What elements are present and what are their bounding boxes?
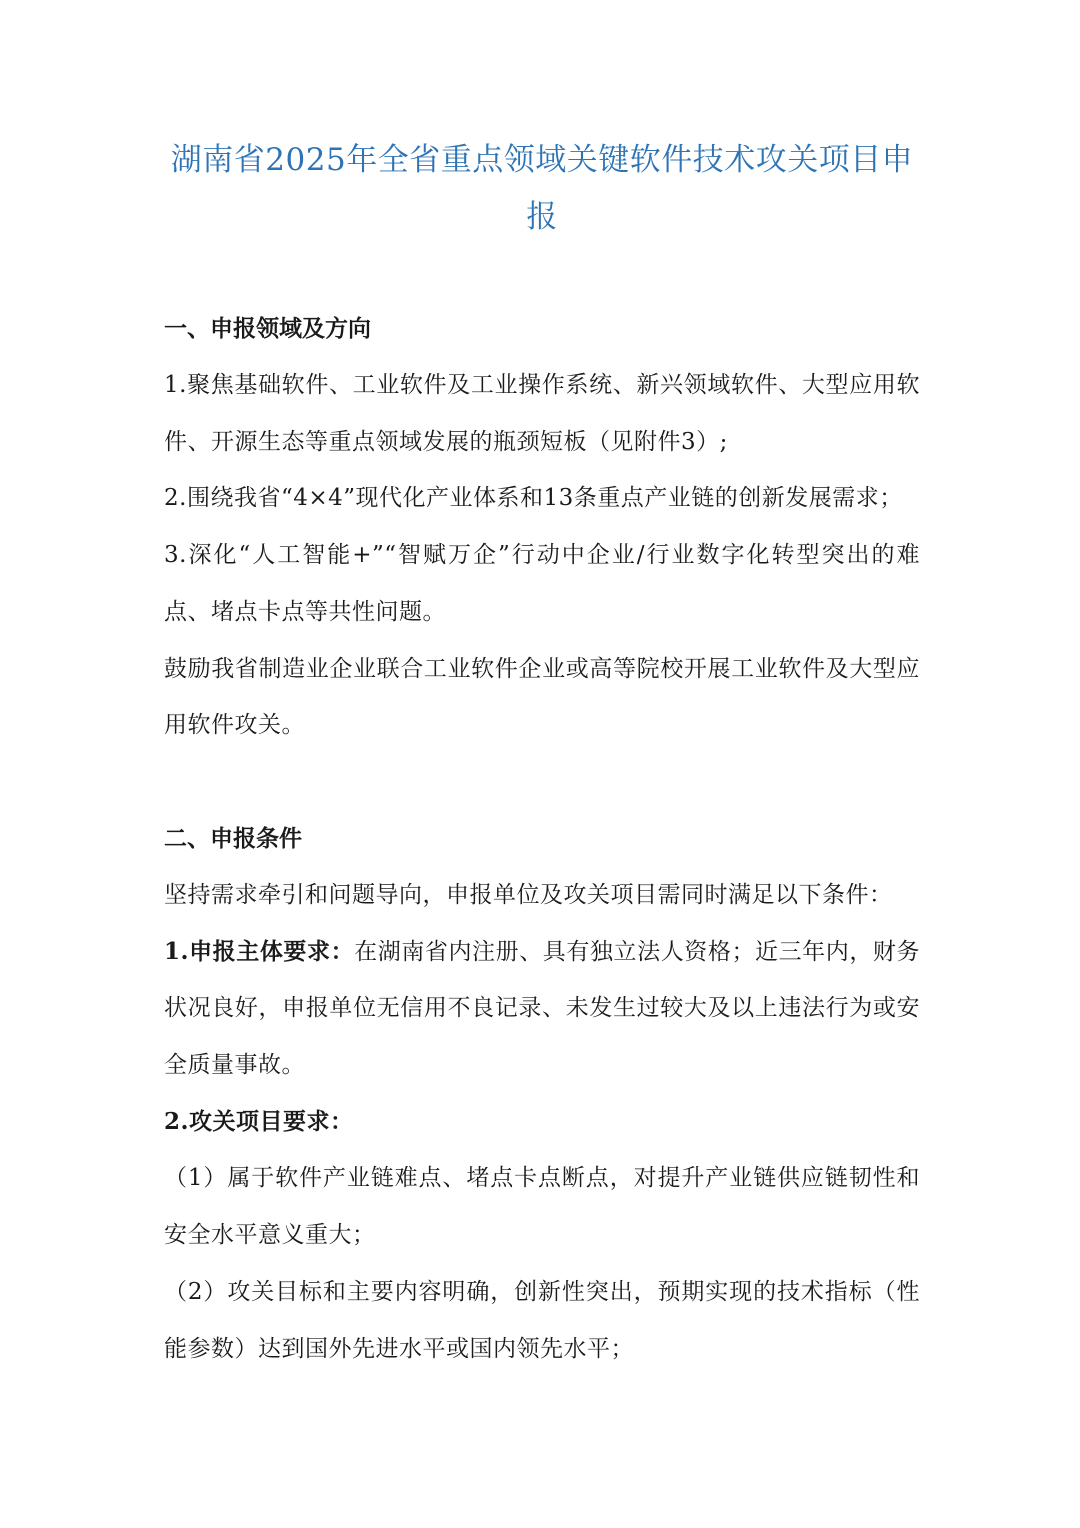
paragraph-item-3: 3.深化“人工智能+”“智赋万企”行动中企业/行业数字化转型突出的难点、堵点卡点等共性问题。 [164,542,920,625]
paragraph-item-2: 2.围绕我省“4×4”现代化产业体系和13条重点产业链的创新发展需求； [164,485,903,512]
document-page [164,132,920,1377]
paragraph-requirement-entity [164,924,920,1094]
paragraph-encourage: 鼓励我省制造业企业联合工业软件企业或高等院校开展工业软件及大型应用软件攻关。 [164,655,920,739]
paragraph-conditions-intro: 坚持需求牵引和问题导向，申报单位及攻关项目需同时满足以下条件： [164,881,893,908]
section-heading-conditions: 二、申报条件 [164,824,302,852]
paragraph-project-item-1: （1）属于软件产业链难点、堵点卡点断点，对提升产业链供应链韧性和安全水平意义重大； [164,1165,920,1249]
document-title: 湖南省2025年全省重点领域关键软件技术攻关项目申报 [170,142,914,235]
requirement-entity-text: 在湖南省内注册、具有独立法人资格；近三年内，财务状况良好，申报单位无信用不良记录、未发生过较大及以上违法行为或安全质量事故。 [164,938,920,1079]
section-heading-fields: 一、申报领域及方向 [164,315,371,342]
paragraph-project-item-2: （2）攻关目标和主要内容明确，创新性突出，预期实现的技术指标（性能参数）达到国外先进水平或国内领先水平； [164,1278,920,1362]
requirement-entity-label: 1.申报主体要求： [164,937,355,965]
paragraph-item-1: 1.聚焦基础软件、工业软件及工业操作系统、新兴领域软件、大型应用软件、开源生态等重点领域发展的瓶颈短板（见附件3）; [164,372,920,455]
paragraph-requirement-project [164,1094,920,1151]
requirement-project-label: 2.攻关项目要求： [164,1107,354,1135]
